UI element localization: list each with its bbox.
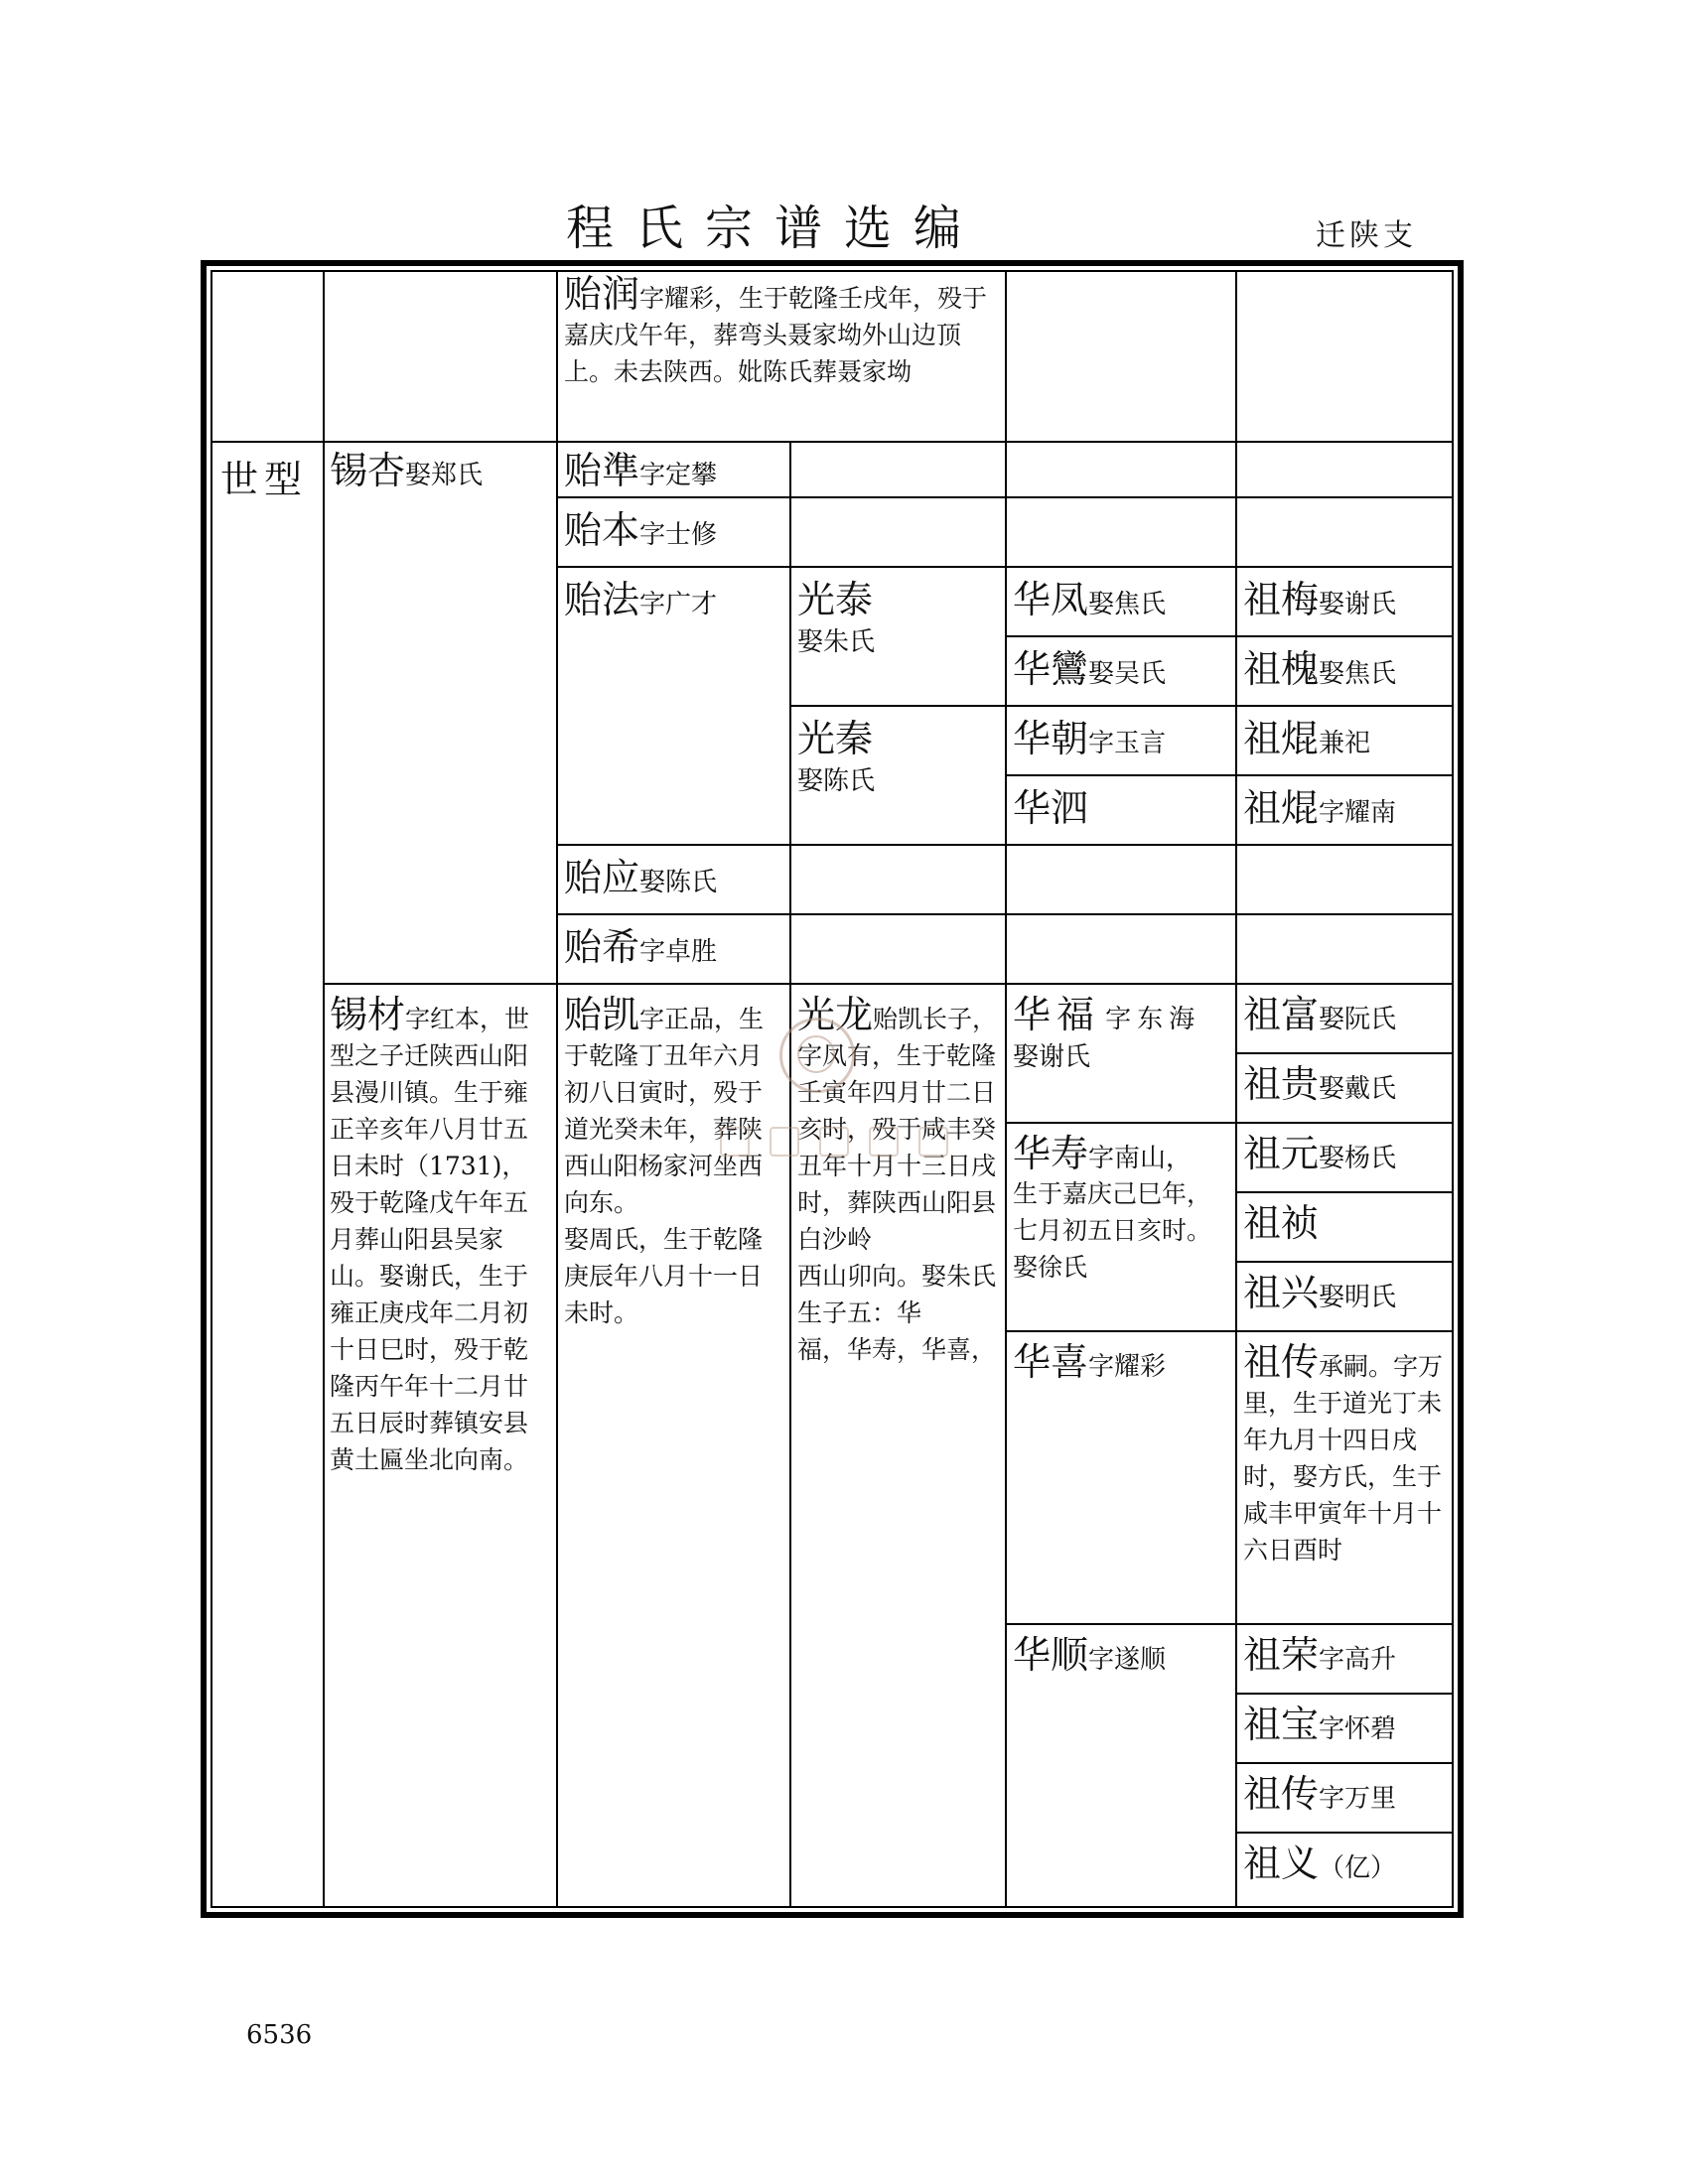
row-divider	[211, 1906, 1454, 1908]
watermark-stamp	[720, 1127, 1018, 1159]
entry-zuchuan-2	[1243, 1772, 1450, 1830]
person-note: 字玉言	[1088, 729, 1167, 758]
entry-yixi	[564, 925, 787, 981]
person-note: 字广才	[639, 590, 718, 619]
col-divider	[556, 270, 558, 1908]
person-note: 娶明氏	[1319, 1283, 1397, 1312]
entry-zuchuan-1	[1243, 1340, 1450, 1621]
person-name: 锡杏	[330, 449, 406, 492]
person-note: 字怀碧	[1319, 1714, 1397, 1744]
person-note: 贻凯长子，字凤有，生于乾隆壬寅年四月廿二日亥时，殁于咸丰癸丑年十月十三日戌时，葬陕西山阳县白沙岭	[797, 1005, 998, 1254]
entry-huafeng	[1013, 578, 1233, 633]
entry-hualuan	[1013, 647, 1233, 703]
page-title: 程氏宗谱选编	[566, 201, 984, 256]
person-name: 祖传	[1243, 1340, 1320, 1384]
row-divider	[323, 983, 1454, 985]
person-name: 祖焜	[1243, 717, 1320, 760]
person-note: 字正品，生于乾隆丁丑年六月初八日寅时，殁于道光癸未年，葬陕西山阳杨家河坐西向东。	[564, 1005, 765, 1217]
row-divider	[556, 496, 1454, 498]
entry-yifa	[564, 578, 787, 637]
row-divider	[1005, 635, 1454, 637]
person-name: 华寿	[1013, 1132, 1089, 1175]
person-note: 娶焦氏	[1088, 590, 1167, 619]
person-name: 华朝	[1013, 717, 1089, 760]
entry-huachao	[1013, 717, 1233, 772]
person-note: 娶谢氏	[1319, 590, 1397, 619]
person-name: 贻凯	[564, 993, 640, 1036]
entry-huaxi	[1013, 1340, 1233, 1400]
person-note: 字东海	[1105, 1005, 1201, 1034]
person-name: 祖祯	[1243, 1201, 1320, 1245]
row-divider	[211, 441, 1454, 443]
person-name: 祖兴	[1243, 1271, 1320, 1314]
person-name: 贻润	[564, 272, 640, 316]
person-name: 祖贵	[1243, 1062, 1320, 1106]
entry-xicai	[330, 993, 550, 1901]
entry-zufu	[1243, 993, 1450, 1048]
person-note: 娶朱氏	[797, 627, 876, 657]
row-divider	[1235, 1052, 1454, 1054]
person-name: 贻法	[564, 578, 640, 621]
entry-guangqin	[797, 717, 1001, 836]
person-name: 祖元	[1243, 1132, 1320, 1175]
person-note: 字卓胜	[639, 937, 718, 967]
person-note: 娶郑氏	[405, 461, 484, 490]
entry-huafu	[1013, 993, 1233, 1118]
person-note: 字耀彩	[1088, 1352, 1167, 1382]
person-name: 贻应	[564, 856, 640, 899]
entry-zuxing	[1243, 1271, 1450, 1326]
entry-zukun-1	[1243, 717, 1450, 772]
row-divider	[1005, 1330, 1454, 1332]
entry-xixing	[330, 449, 553, 498]
person-note: 娶吴氏	[1088, 659, 1167, 689]
entry-yizhun	[564, 449, 787, 494]
row-divider	[1235, 1191, 1454, 1193]
person-name: 锡材	[330, 993, 406, 1036]
person-name: 光龙	[797, 993, 874, 1036]
entry-zuhuai	[1243, 647, 1450, 703]
row-divider	[1235, 1832, 1454, 1834]
entry-zurong	[1243, 1633, 1450, 1691]
entry-zuzhen	[1243, 1201, 1450, 1257]
entry-yiben	[564, 508, 787, 564]
person-note: 字耀南	[1319, 798, 1397, 828]
person-note: 字南山，	[1088, 1144, 1193, 1173]
person-note: 娶焦氏	[1319, 659, 1397, 689]
page-number: 6536	[246, 2020, 313, 2050]
person-note: 字士修	[639, 520, 718, 550]
seal-watermark	[779, 1018, 855, 1093]
entry-zuyuan	[1243, 1132, 1450, 1187]
person-name: 华凤	[1013, 578, 1089, 621]
entry-huasi	[1013, 786, 1233, 842]
person-note: 娶陈氏	[639, 868, 718, 897]
col-divider	[1452, 270, 1454, 1908]
col-divider	[211, 270, 212, 1908]
person-name: 华泗	[1013, 786, 1089, 830]
row-divider	[1005, 774, 1454, 776]
generation-label: 世型	[220, 458, 309, 498]
row-divider	[1235, 1693, 1454, 1695]
entry-zumei	[1243, 578, 1450, 633]
col-divider	[789, 441, 791, 1908]
person-note: 娶戴氏	[1319, 1074, 1397, 1104]
person-note-cont: 西山卯向。娶朱氏生子五：华	[797, 1262, 997, 1327]
person-note: 字定攀	[639, 461, 718, 490]
entry-huashou	[1013, 1132, 1233, 1326]
entry-zukun-2	[1243, 786, 1450, 842]
person-note: 兼祀	[1319, 729, 1371, 758]
person-name: 祖传	[1243, 1772, 1320, 1816]
person-note: 字耀彩，生于乾隆壬戌年，殁于嘉庆戊午年，葬弯头聂家坳外山边顶上。未去陕西。妣陈氏葬聂家坳	[564, 284, 988, 386]
person-name: 祖槐	[1243, 647, 1320, 691]
row-divider	[1235, 1261, 1454, 1263]
row-divider	[556, 913, 1454, 915]
person-name: 华福	[1013, 993, 1101, 1036]
person-name: 祖焜	[1243, 786, 1320, 830]
entry-zugui	[1243, 1062, 1450, 1118]
entry-yiying	[564, 856, 787, 911]
person-note-cont: 生于嘉庆己巳年，七月初五日亥时。娶徐氏	[1013, 1179, 1212, 1282]
col-divider	[1235, 270, 1237, 1908]
person-note: 字高升	[1319, 1645, 1397, 1675]
row-divider	[1235, 1762, 1454, 1764]
person-name: 华鸞	[1013, 647, 1089, 691]
person-note-cont: 万里，生于道光丁未年九月十四日戌时，娶方氏，生于咸丰甲寅年十月十六日酉时	[1243, 1352, 1444, 1565]
person-name: 祖义	[1243, 1842, 1320, 1885]
person-note: 娶陈氏	[797, 766, 876, 796]
row-divider	[1005, 1623, 1454, 1625]
person-note: 娶阮氏	[1319, 1005, 1397, 1034]
entry-zuyi	[1243, 1842, 1450, 1901]
person-name: 贻希	[564, 925, 640, 969]
person-note-cont: 福，华寿，华喜，	[797, 1335, 997, 1364]
row-divider	[789, 705, 1454, 707]
person-name: 华喜	[1013, 1340, 1089, 1384]
branch-label: 迁陕支	[1316, 218, 1417, 253]
person-name: 祖宝	[1243, 1703, 1320, 1746]
person-name: 贻本	[564, 508, 640, 552]
person-note: 字红本，世型之子迁陕西山阳县漫川镇。生于雍正辛亥年八月廿五日未时（1731)，殁于乾隆戊午年五月葬山阳县吴家山。娶谢氏，生于雍正庚戌年二月初十日巳时，殁于乾隆丙午年十二月廿五日辰时葬镇安县黄土匾坐北向南。	[330, 1005, 530, 1474]
person-note-spouse: 娶周氏，生于乾隆庚辰年八月十一日未时。	[564, 1225, 764, 1327]
person-name: 贻準	[564, 449, 640, 492]
person-note: 字遂顺	[1088, 1645, 1167, 1675]
entry-huashun	[1013, 1633, 1233, 1693]
row-divider	[556, 566, 1454, 568]
row-divider	[1005, 1122, 1454, 1124]
entry-zubao	[1243, 1703, 1450, 1760]
col-divider	[323, 270, 325, 1908]
person-note: 承嗣。字	[1319, 1352, 1419, 1381]
person-note: （亿）	[1319, 1853, 1397, 1883]
person-name: 祖富	[1243, 993, 1320, 1036]
person-name: 祖荣	[1243, 1633, 1320, 1677]
row-divider	[556, 844, 1454, 846]
col-divider	[1005, 270, 1007, 1908]
entry-yirun	[564, 272, 1001, 439]
person-note: 娶杨氏	[1319, 1144, 1397, 1173]
person-name: 光秦	[797, 717, 874, 760]
person-name: 祖梅	[1243, 578, 1320, 621]
person-name: 华顺	[1013, 1633, 1089, 1677]
person-note-spouse: 娶谢氏	[1013, 1042, 1091, 1072]
entry-guangtai	[797, 578, 1001, 697]
person-note: 字万里	[1319, 1784, 1397, 1814]
person-name: 光泰	[797, 578, 874, 621]
